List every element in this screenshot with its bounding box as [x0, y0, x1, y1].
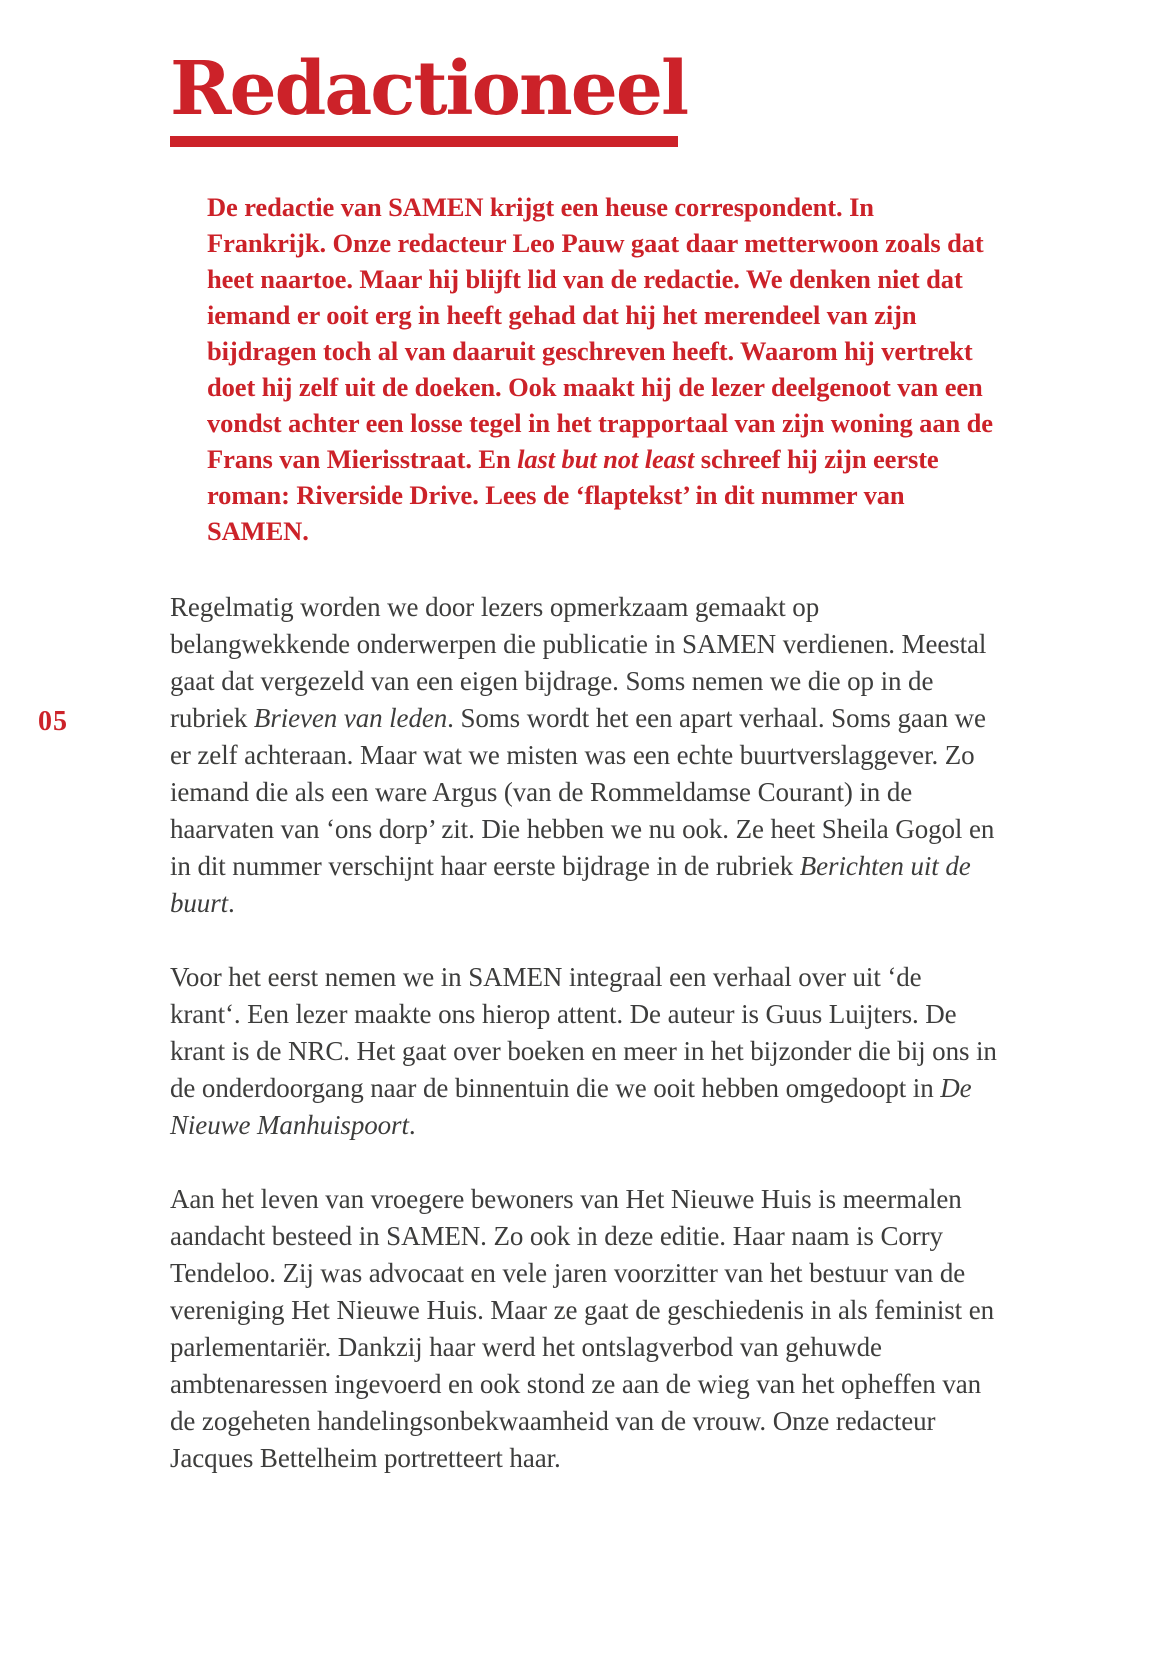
title-underline — [170, 136, 678, 147]
intro-paragraph: De redactie van SAMEN krijgt een heuse correspondent. In Frankrijk. Onze redacteur Leo Pauw gaat daar metterwoon zoals dat heet naartoe. Maar hij blijft lid van de redactie. We denken niet dat iemand er ooit erg in heeft gehad dat hij het merendeel van zijn bijdragen toch al van daaruit geschreven heeft. Waarom hij vertrekt doet hij zelf uit de doeken. Ook maakt hij de lezer deelgenoot van een vondst achter een losse tegel in het trapportaal van zijn woning aan de Frans van Mierisstraat. En last but not least schreef hij zijn eerste roman: Riverside Drive. Lees de ‘flaptekst’ in dit nummer van SAMEN. — [207, 192, 993, 546]
page-number: 05 — [38, 706, 68, 737]
body-paragraph-2: Voor het eerst nemen we in SAMEN integraal een verhaal over uit ‘de krant‘. Een lezer maakte ons hierop attent. De auteur is Guus Luijters. De krant is de NRC. Het gaat over boeken en meer in het bijzonder die bij ons in de onderdoorgang naar de binnentuin die we ooit hebben omgedoopt in De Nieuwe Manhuispoort. — [170, 962, 997, 1140]
body-text — [170, 589, 998, 1477]
page-title: Redactioneel — [170, 46, 688, 132]
body-paragraph-3: Aan het leven van vroegere bewoners van Het Nieuwe Huis is meermalen aandacht besteed in SAMEN. Zo ook in deze editie. Haar naam is Corry Tendeloo. Zij was advocaat en vele jaren voorzitter van het bestuur van de vereniging Het Nieuwe Huis. Maar ze gaat de geschiedenis in als feminist en parlementariër. Dankzij haar werd het ontslagverbod van gehuwde ambtenaressen ingevoerd en ook stond ze aan de wieg van het opheffen van de zogeheten handelingsonbekwaamheid van de vrouw. Onze redacteur Jacques Bettelheim portretteert haar. — [170, 1184, 994, 1473]
body-paragraph-1: Regelmatig worden we door lezers opmerkzaam gemaakt op belangwekkende onderwerpen die publicatie in SAMEN verdienen. Meestal gaat dat vergezeld van een eigen bijdrage. Soms nemen we die op in de rubriek Brieven van leden. Soms wordt het een apart verhaal. Soms gaan we er zelf achteraan. Maar wat we misten was een echte buurtverslaggever. Zo iemand die als een ware Argus (van de Rommeldamse Courant) in de haarvaten van ‘ons dorp’ zit. Die hebben we nu ook. Ze heet Sheila Gogol en in dit nummer verschijnt haar eerste bijdrage in de rubriek Berichten uit de buurt. — [170, 592, 995, 918]
article-column — [170, 46, 1000, 1477]
